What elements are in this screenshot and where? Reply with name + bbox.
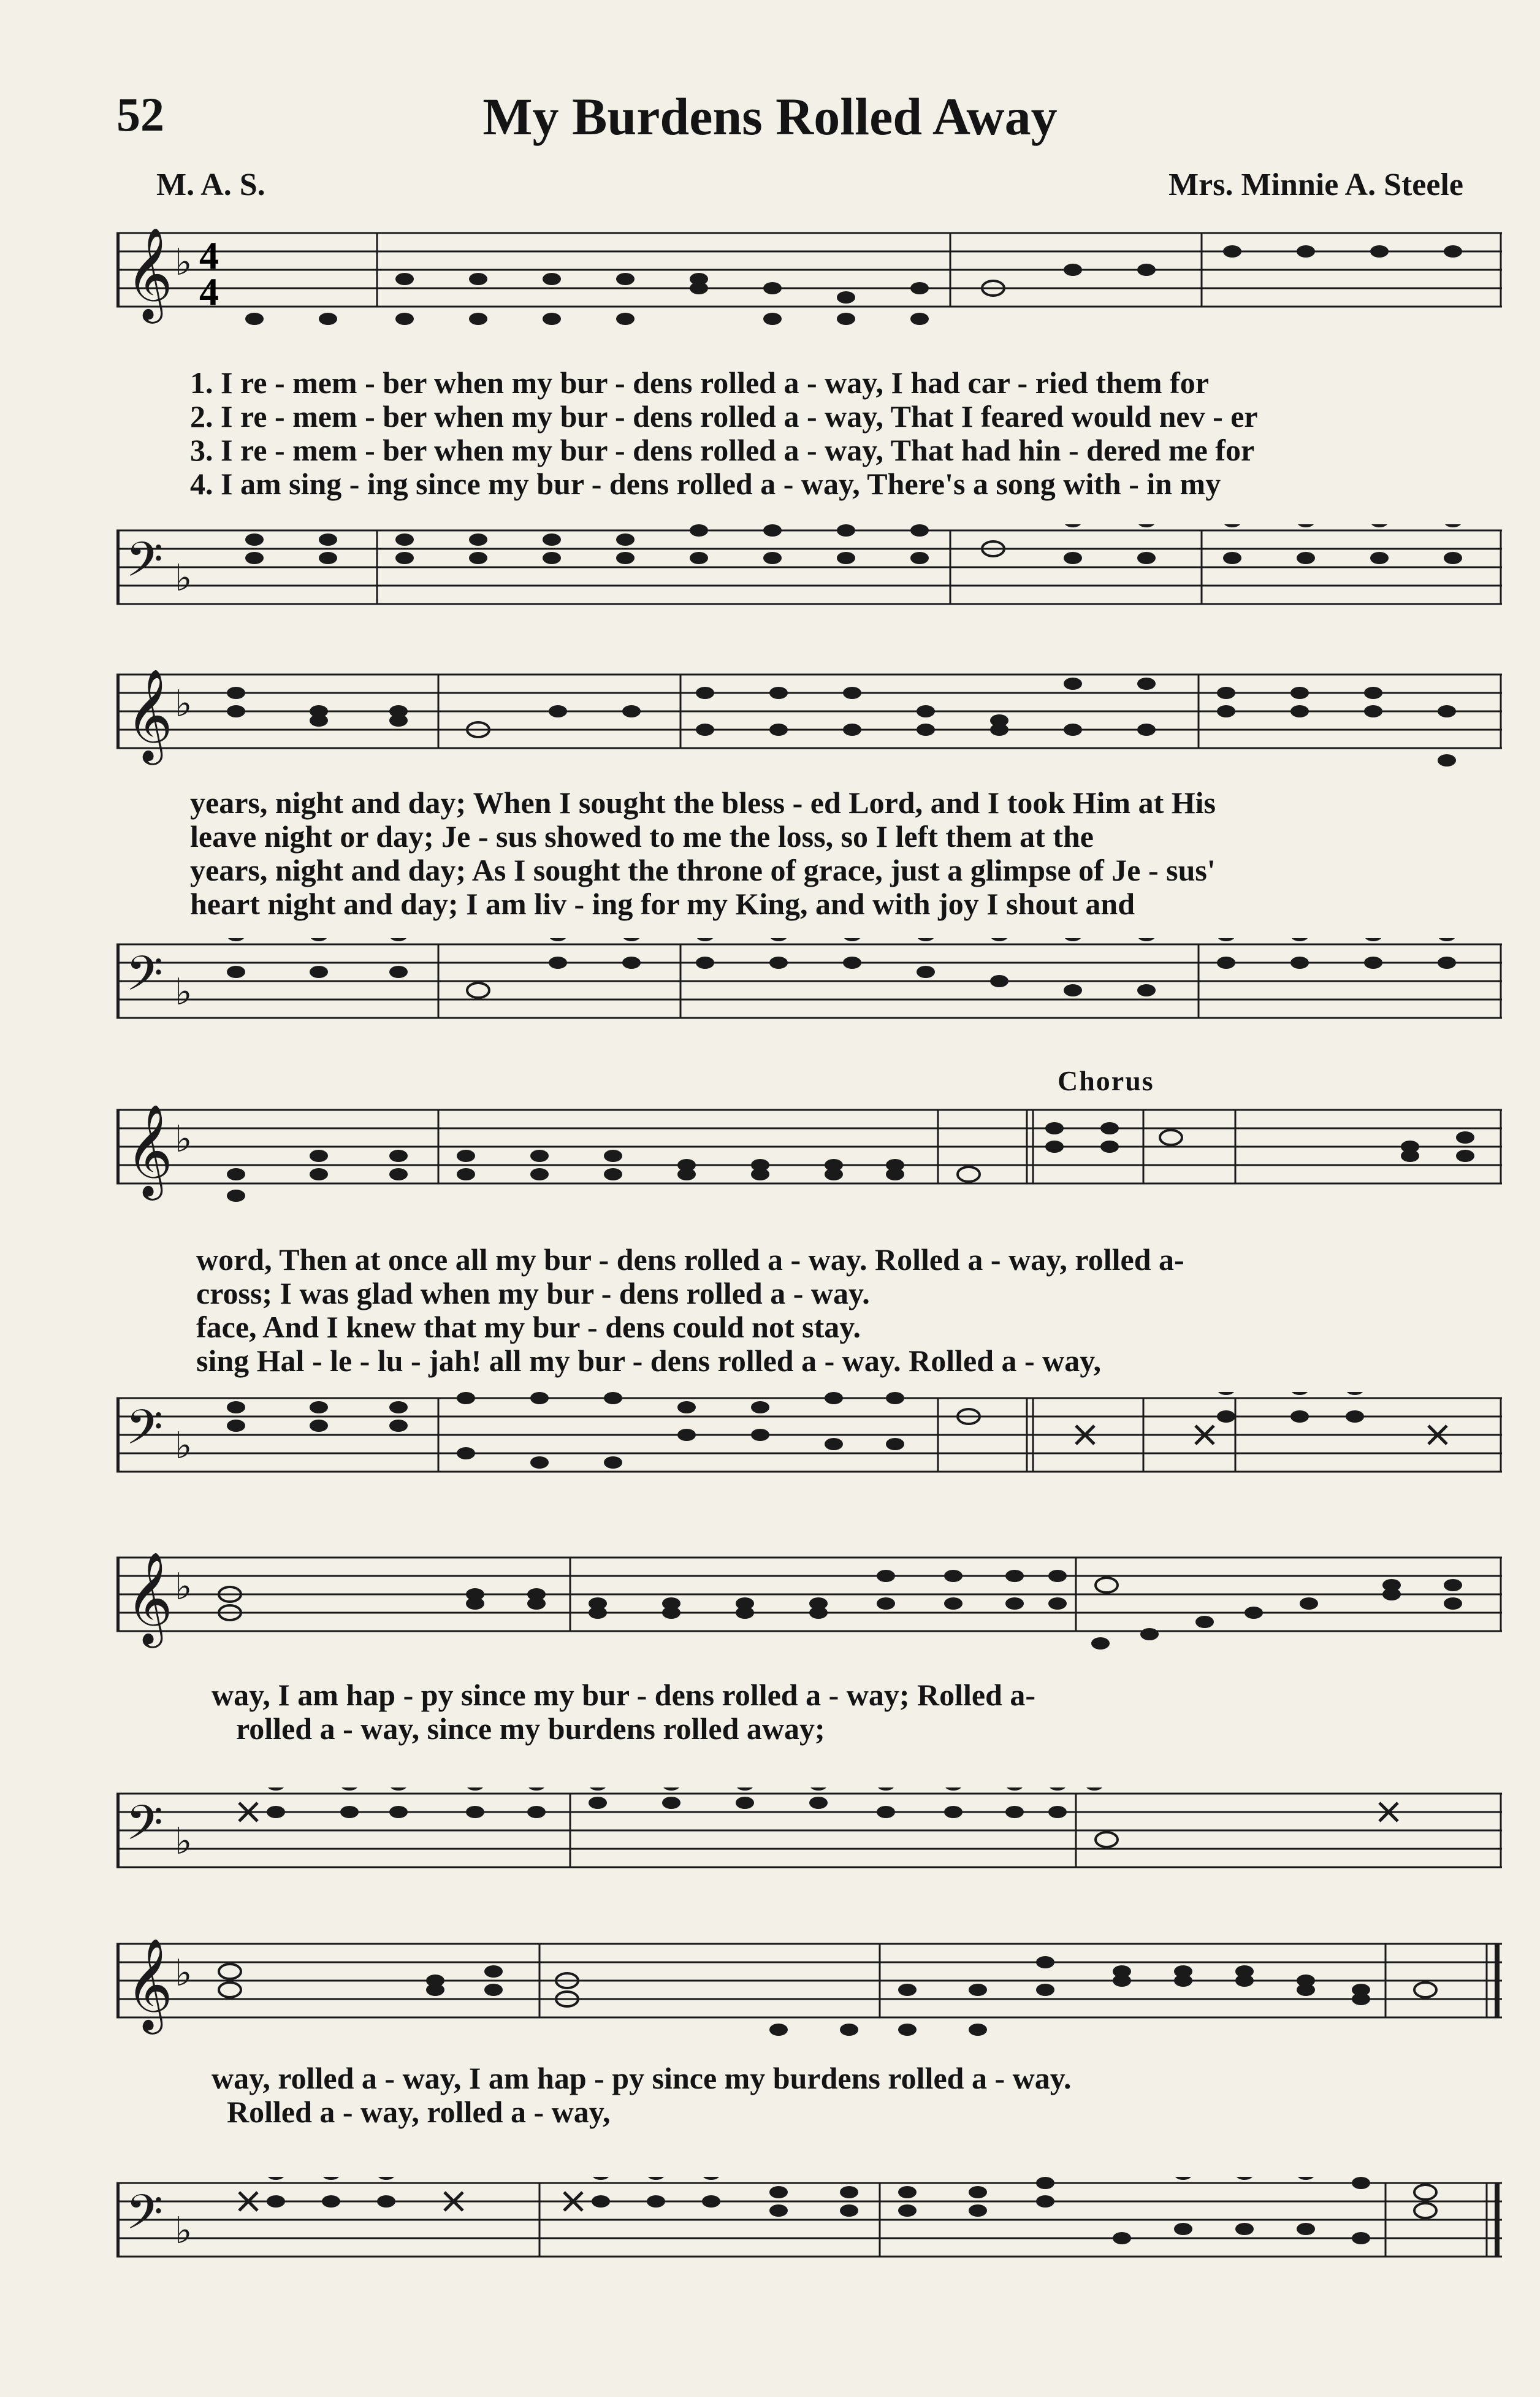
svg-text:𝄢: 𝄢 bbox=[126, 2185, 164, 2252]
treble-staff bbox=[116, 1551, 1502, 1656]
treble-staff bbox=[116, 227, 1502, 325]
svg-text:♭: ♭ bbox=[175, 2209, 192, 2252]
lyric-line: face, And I knew that my bur - dens could not stay. bbox=[196, 1310, 861, 1344]
hymn-title: My Burdens Rolled Away bbox=[482, 87, 1058, 146]
lyric-line: way, I am hap - py since my bur - dens rolled a - way; Rolled a- bbox=[212, 1678, 1036, 1712]
bass-staff bbox=[116, 938, 1502, 1030]
svg-text:♭: ♭ bbox=[175, 1566, 192, 1608]
svg-text:♭: ♭ bbox=[175, 1820, 192, 1863]
svg-text:𝄢: 𝄢 bbox=[126, 946, 164, 1014]
lyric-line: 1. I re - mem - ber when my bur - dens rolled a - way, I had car - ried them for bbox=[190, 365, 1209, 400]
composer-credit: Mrs. Minnie A. Steele bbox=[1168, 167, 1463, 202]
lyric-line: 2. I re - mem - ber when my bur - dens rolled a - way, That I feared would nev - er bbox=[190, 399, 1258, 434]
page-number: 52 bbox=[116, 88, 164, 141]
svg-text:♭: ♭ bbox=[175, 1118, 192, 1161]
svg-text:♭: ♭ bbox=[175, 557, 192, 600]
svg-text:𝄞: 𝄞 bbox=[126, 227, 173, 319]
svg-text:𝄢: 𝄢 bbox=[126, 532, 164, 600]
music-system-3 bbox=[116, 1104, 1502, 1496]
svg-text:♭: ♭ bbox=[175, 682, 192, 725]
music-system-4 bbox=[116, 1551, 1502, 1895]
bass-staff bbox=[116, 2177, 1502, 2281]
time-signature-top: 4 bbox=[199, 234, 219, 277]
svg-text:𝄢: 𝄢 bbox=[126, 1400, 164, 1467]
lyric-line: cross; I was glad when my bur - dens rolled a - way. bbox=[196, 1276, 870, 1310]
svg-text:𝄞: 𝄞 bbox=[126, 1938, 173, 2030]
lyric-line: leave night or day; Je - sus showed to me the loss, so I left them at the bbox=[190, 819, 1094, 854]
lyric-line: 4. I am sing - ing since my bur - dens rolled a - way, There's a song with - in my bbox=[190, 467, 1221, 501]
treble-staff bbox=[116, 1104, 1502, 1202]
svg-text:𝄞: 𝄞 bbox=[126, 1551, 173, 1644]
lyric-line: 3. I re - mem - ber when my bur - dens rolled a - way, That had hin - dered me for bbox=[190, 433, 1255, 467]
music-system-1 bbox=[116, 227, 1502, 619]
time-signature-bottom: 4 bbox=[199, 270, 219, 313]
svg-text:♭: ♭ bbox=[175, 1424, 192, 1467]
bass-staff bbox=[116, 1392, 1502, 1484]
music-system-2 bbox=[116, 668, 1502, 1036]
svg-text:♭: ♭ bbox=[175, 971, 192, 1014]
lyric-line: sing Hal - le - lu - jah! all my bur - dens rolled a - way. Rolled a - way, bbox=[196, 1344, 1102, 1378]
lyric-line: way, rolled a - way, I am hap - py since my burdens rolled a - way. bbox=[212, 2061, 1072, 2095]
svg-text:♭: ♭ bbox=[175, 241, 192, 284]
lyric-line: years, night and day; When I sought the bless - ed Lord, and I took Him at His bbox=[190, 786, 1216, 820]
bass-staff bbox=[116, 524, 1502, 616]
svg-text:𝄞: 𝄞 bbox=[126, 668, 173, 761]
music-system-5 bbox=[116, 1938, 1502, 2281]
svg-text:𝄞: 𝄞 bbox=[126, 1104, 173, 1196]
lyric-line: Rolled a - way, rolled a - way, bbox=[227, 2095, 611, 2129]
lyric-line: rolled a - way, since my burdens rolled away; bbox=[236, 1711, 825, 1746]
treble-staff bbox=[116, 668, 1502, 767]
treble-staff bbox=[116, 1938, 1502, 2042]
svg-text:𝄢: 𝄢 bbox=[126, 1795, 164, 1863]
author-credit: M. A. S. bbox=[156, 167, 265, 202]
chorus-label: Chorus bbox=[1058, 1065, 1154, 1096]
lyric-line: word, Then at once all my bur - dens rolled a - way. Rolled a - way, rolled a- bbox=[196, 1242, 1184, 1277]
lyric-line: heart night and day; I am liv - ing for my King, and with joy I shout and bbox=[190, 887, 1135, 921]
lyric-line: years, night and day; As I sought the throne of grace, just a glimpse of Je - sus' bbox=[190, 853, 1216, 887]
svg-text:♭: ♭ bbox=[175, 1952, 192, 1995]
bass-staff bbox=[116, 1787, 1502, 1892]
